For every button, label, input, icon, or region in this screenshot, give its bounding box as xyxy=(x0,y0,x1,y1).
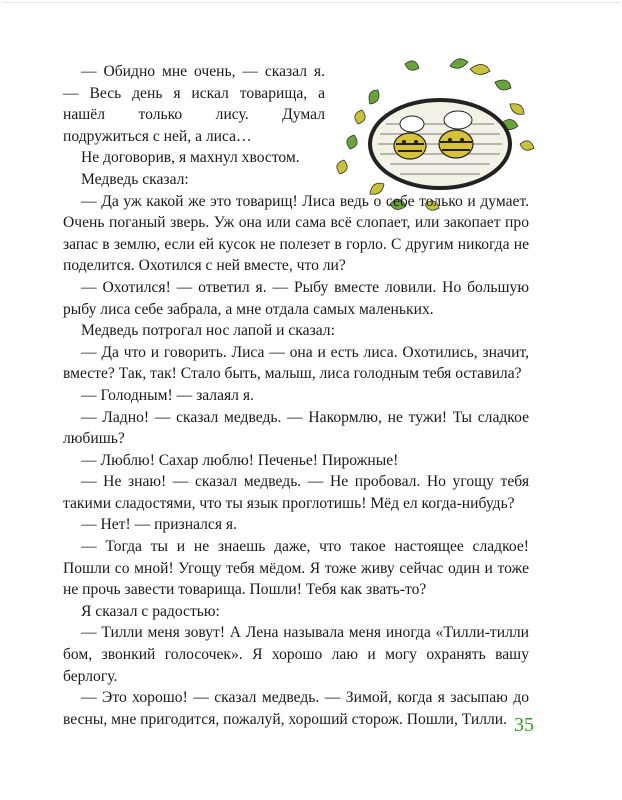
paragraph: — Тилли меня зовут! А Лена называла меня иногда «Тилли-тилли бом, звонкий голосочек». Я хорошо лаю и могу охранять вашу берлогу. xyxy=(63,624,529,685)
paragraph: Медведь сказал: xyxy=(81,170,189,188)
paragraph: — Тогда ты и не знаешь даже, что такое настоящее сладкое! Пошли со мной! Угощу тебя мёдом. Я тоже живу сейчас один и тоже не прочь завести товарища. Пошли! Тебя как звать-то? xyxy=(63,538,529,599)
paragraph: — Ладно! — сказал медведь. — Накормлю, не тужи! Ты сладкое любишь? xyxy=(63,408,529,448)
paragraph: Медведь потрогал нос лапой и сказал: xyxy=(81,322,335,340)
paragraph: — Нет! — признался я. xyxy=(81,516,237,534)
paragraph: — Это хорошо! — сказал медведь. — Зимой, когда я засыпаю до весны, мне пригодится, пожалуй, хороший сторож. Пошли, Тилли. xyxy=(63,689,529,728)
story-text xyxy=(63,61,529,730)
paragraph: — Голодным! — залаял я. xyxy=(81,386,254,404)
paragraph: Я сказал с радостью: xyxy=(81,602,220,620)
page-number: 35 xyxy=(514,714,534,736)
paragraph: — Не знаю! — сказал медведь. — Не пробовал. Но угощу тебя такими сладостями, что ты язык проглотишь! Мёд ел когда-нибудь? xyxy=(63,473,529,512)
paragraph: — Да что и говорить. Лиса — она и есть лиса. Охотились, значит, вместе? Так, так! Стало быть, малыш, лиса голодным тебя оставила? xyxy=(63,343,529,383)
paragraph: — Люблю! Сахар люблю! Печенье! Пирожные! xyxy=(81,451,399,469)
paragraph: Не договорив, я махнул хвостом. xyxy=(81,149,300,167)
paragraph: — Да уж какой же это товарищ! Лиса ведь о себе только и думает. Очень поганый зверь. Уж она или сама всё слопает, или закопает про запас в землю, если ей кусок не полезет в горло. С другим никогда не поделится. Охотился с ней вместе, что ли? xyxy=(63,192,529,275)
paragraph: — Обидно мне очень, — сказал я. — Весь день я искал товарища, а нашёл только лису. Думал подружиться с ней, а лиса… xyxy=(63,63,325,145)
paragraph: — Охотился! — ответил я. — Рыбу вместе ловили. Но большую рыбу лиса себе забрала, а мне отдала самых маленьких. xyxy=(63,278,529,318)
